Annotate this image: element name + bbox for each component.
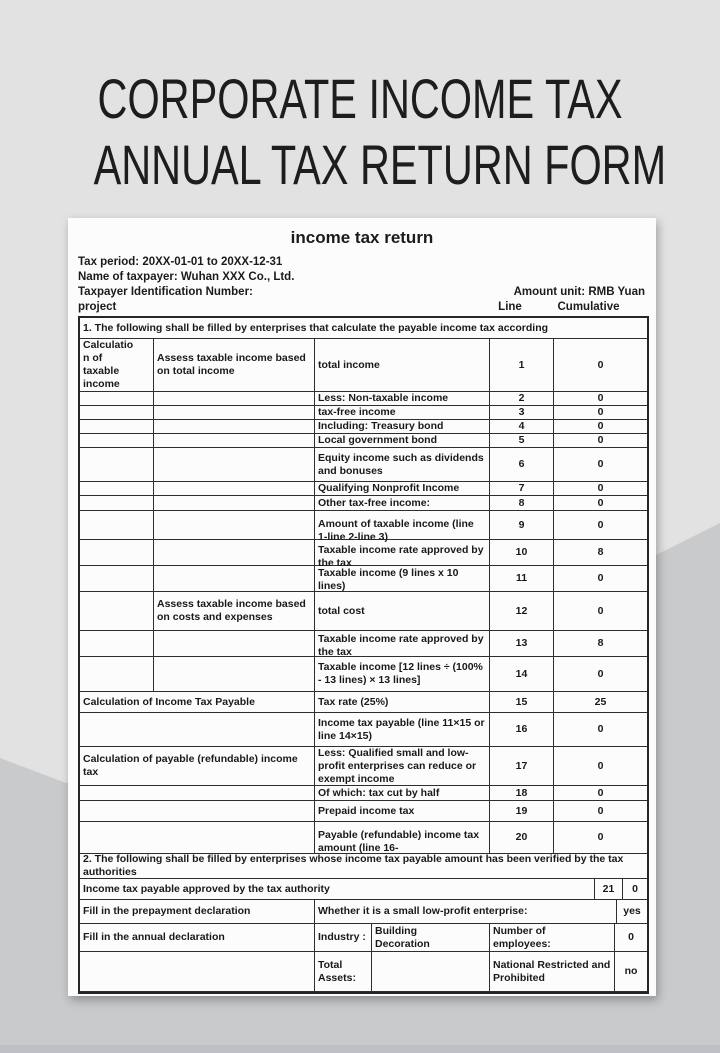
project-label: project <box>78 301 117 313</box>
cumulative-column-header: Cumulative <box>557 301 620 313</box>
row21-cumulative-cell: 0 <box>623 879 647 900</box>
line-cell: 3 <box>490 406 554 420</box>
form-title: income tax return <box>290 228 434 247</box>
category-merged-cell: Calculation of Income Tax Payable <box>80 692 315 713</box>
small-enterprise-answer-cell: yes <box>617 900 647 924</box>
line-cell: 15 <box>490 692 554 713</box>
restricted-value-cell: no <box>615 952 647 992</box>
line-cell: 19 <box>490 801 554 822</box>
item-cell: Other tax-free income: <box>315 496 490 511</box>
cumulative-cell: 0 <box>554 434 647 448</box>
line-cell: 7 <box>490 482 554 496</box>
item-cell: Taxable income rate approved by the tax <box>315 631 490 657</box>
item-cell: Taxable income (9 lines x 10 lines) <box>315 566 490 592</box>
annual-label-cell: Fill in the annual declaration <box>80 924 315 952</box>
employees-value-cell: 0 <box>615 924 647 952</box>
employees-label-cell <box>490 924 615 952</box>
tax-period-line: Tax period: 20XX-01-01 to 20XX-12-31 <box>78 256 283 268</box>
table-row-14 <box>80 657 647 692</box>
total-assets-value-cell <box>372 952 490 992</box>
category-cell <box>80 392 154 406</box>
row21-label-cell: Income tax payable approved by the tax authority <box>80 879 595 900</box>
category-merged-cell <box>80 801 315 822</box>
cumulative-cell: 0 <box>554 566 647 592</box>
category-cell <box>80 631 154 657</box>
amount-unit-label: Amount unit: RMB Yuan <box>513 286 645 298</box>
tax-form-document <box>68 218 656 996</box>
table-row-11 <box>80 566 647 592</box>
category-cell <box>80 592 154 631</box>
line-cell: 11 <box>490 566 554 592</box>
line-cell: 17 <box>490 747 554 786</box>
category-cell <box>80 406 154 420</box>
restricted-label-cell: National Restricted and Prohibited <box>490 952 615 992</box>
cumulative-cell: 0 <box>554 713 647 747</box>
category-cell <box>80 496 154 511</box>
line-cell: 5 <box>490 434 554 448</box>
line-cell: 6 <box>490 448 554 482</box>
annual-declaration-row-1 <box>80 924 647 952</box>
cumulative-cell: 0 <box>554 801 647 822</box>
category-cell <box>80 511 154 540</box>
line-cell: 10 <box>490 540 554 566</box>
cumulative-cell: 0 <box>554 339 647 392</box>
cumulative-cell: 8 <box>554 631 647 657</box>
line-cell: 20 <box>490 822 554 854</box>
taxpayer-name-line: Name of taxpayer: Wuhan XXX Co., Ltd. <box>78 271 295 283</box>
cumulative-cell: 25 <box>554 692 647 713</box>
method-cell <box>154 631 315 657</box>
section1-header-row <box>80 318 647 339</box>
method-cell <box>154 420 315 434</box>
cumulative-cell: 0 <box>554 406 647 420</box>
cumulative-cell: 8 <box>554 540 647 566</box>
method-cell <box>154 566 315 592</box>
table-row-19 <box>80 801 647 822</box>
taxpayer-id-line: Taxpayer Identification Number: <box>78 286 253 298</box>
table-row-4 <box>80 420 647 434</box>
page-title-line2: ANNUAL TAX RETURN FORM <box>93 133 667 196</box>
category-merged-cell <box>80 786 315 801</box>
method-cell <box>154 392 315 406</box>
page-title-line1: CORPORATE INCOME TAX <box>97 67 623 130</box>
item-cell: Including: Treasury bond <box>315 420 490 434</box>
method-cell <box>154 406 315 420</box>
table-row-16 <box>80 713 647 747</box>
category-text: Calculation of taxable income <box>83 339 134 390</box>
method-cell: Assess taxable income based on costs and expenses <box>154 592 315 631</box>
method-cell <box>154 657 315 692</box>
line-cell: 8 <box>490 496 554 511</box>
cumulative-cell: 0 <box>554 822 647 854</box>
annual-empty-cell <box>80 952 315 992</box>
row21-line-cell: 21 <box>595 879 623 900</box>
section1-title: 1. The following shall be filled by enterprises that calculate the payable income tax according <box>80 318 647 339</box>
line-column-header: Line <box>498 301 522 313</box>
line-cell: 14 <box>490 657 554 692</box>
page-title <box>0 66 720 198</box>
cumulative-cell: 0 <box>554 747 647 786</box>
line-cell: 18 <box>490 786 554 801</box>
table-row-15 <box>80 692 647 713</box>
item-cell: Payable (refundable) income tax amount (line 16- <box>315 822 490 854</box>
method-cell <box>154 540 315 566</box>
category-cell <box>80 339 154 392</box>
item-cell: Less: Non-taxable income <box>315 392 490 406</box>
industry-value-text: Building Decoration <box>375 924 430 950</box>
prepayment-declaration-row <box>80 900 647 924</box>
category-cell <box>80 420 154 434</box>
cumulative-cell: 0 <box>554 592 647 631</box>
category-merged-cell: Calculation of payable (refundable) income tax <box>80 747 315 786</box>
table-row-7 <box>80 482 647 496</box>
item-cell: Qualifying Nonprofit Income <box>315 482 490 496</box>
category-merged-cell <box>80 713 315 747</box>
category-cell <box>80 482 154 496</box>
line-cell: 12 <box>490 592 554 631</box>
item-cell: Taxable income rate approved by the tax <box>315 540 490 566</box>
item-cell: Income tax payable (line 11×15 or line 14×15) <box>315 713 490 747</box>
method-cell <box>154 511 315 540</box>
category-cell <box>80 434 154 448</box>
item-cell: Of which: tax cut by half <box>315 786 490 801</box>
table-row-10 <box>80 540 647 569</box>
line-cell: 9 <box>490 511 554 540</box>
table-row-6 <box>80 448 647 482</box>
line-cell: 2 <box>490 392 554 406</box>
table-row-21 <box>80 879 647 900</box>
cumulative-cell: 0 <box>554 786 647 801</box>
line-cell: 13 <box>490 631 554 657</box>
item-cell: Tax rate (25%) <box>315 692 490 713</box>
table-row-17 <box>80 747 647 786</box>
item-cell: tax-free income <box>315 406 490 420</box>
table-row-18 <box>80 786 647 801</box>
method-cell <box>154 496 315 511</box>
table-row-5 <box>80 434 647 448</box>
cumulative-cell: 0 <box>554 496 647 511</box>
line-cell: 4 <box>490 420 554 434</box>
total-assets-label-text: Total Assets: <box>318 958 356 984</box>
industry-label-cell: Industry : <box>315 924 372 952</box>
cumulative-cell: 0 <box>554 511 647 540</box>
method-cell <box>154 448 315 482</box>
item-cell: Local government bond <box>315 434 490 448</box>
cumulative-cell: 0 <box>554 657 647 692</box>
table-row-13 <box>80 631 647 657</box>
category-cell <box>80 657 154 692</box>
category-merged-cell <box>80 822 315 854</box>
section2-header-row <box>80 854 647 879</box>
cumulative-cell: 0 <box>554 448 647 482</box>
table-row-8 <box>80 496 647 511</box>
table-row-3 <box>80 406 647 420</box>
table-row-2 <box>80 392 647 406</box>
category-cell <box>80 540 154 566</box>
line-cell: 16 <box>490 713 554 747</box>
item-cell: total income <box>315 339 490 392</box>
annual-declaration-row-2 <box>80 952 647 992</box>
prepayment-label-cell: Fill in the prepayment declaration <box>80 900 315 924</box>
category-cell <box>80 448 154 482</box>
cumulative-cell: 0 <box>554 420 647 434</box>
small-enterprise-question-cell: Whether it is a small low-profit enterprise: <box>315 900 617 924</box>
method-cell <box>154 482 315 496</box>
item-cell: total cost <box>315 592 490 631</box>
background-bottom-strip <box>0 1045 720 1053</box>
item-cell: Prepaid income tax <box>315 801 490 822</box>
item-cell: Less: Qualified small and low-profit enterprises can reduce or exempt income <box>315 747 490 786</box>
table-row-20 <box>80 822 647 854</box>
item-cell: Equity income such as dividends and bonuses <box>315 448 490 482</box>
method-cell: Assess taxable income based on total income <box>154 339 315 392</box>
line-cell: 1 <box>490 339 554 392</box>
section2-title: 2. The following shall be filled by enterprises whose income tax payable amount has been verified by the tax authorities <box>80 854 647 879</box>
total-assets-label-cell <box>315 952 372 992</box>
table-row-1 <box>80 339 647 392</box>
industry-value-cell <box>372 924 490 952</box>
table-row-9 <box>80 511 647 543</box>
table-row-12 <box>80 592 647 631</box>
cumulative-cell: 0 <box>554 482 647 496</box>
item-cell: Amount of taxable income (line 1-line 2-line 3) <box>315 511 490 540</box>
method-cell <box>154 434 315 448</box>
cumulative-cell: 0 <box>554 392 647 406</box>
category-cell <box>80 566 154 592</box>
tax-table <box>78 316 649 994</box>
item-cell: Taxable income [12 lines ÷ (100% - 13 lines) × 13 lines] <box>315 657 490 692</box>
employees-label-text: Number of employees: <box>493 924 551 950</box>
